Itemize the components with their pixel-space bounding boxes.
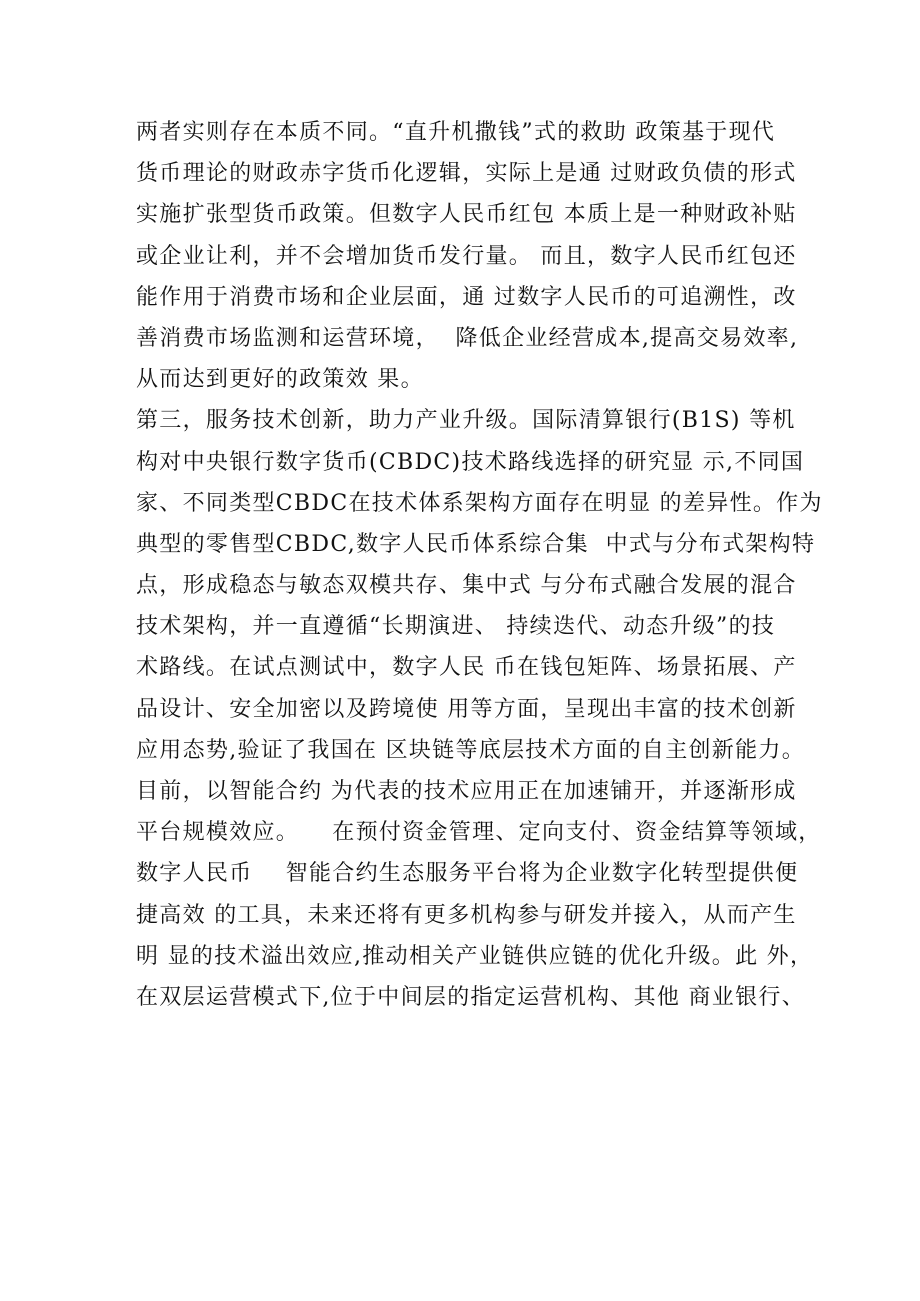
text-line: 家、不同类型CBDC在技术体系架构方面存在明显 的差异性。作为 bbox=[136, 490, 823, 516]
text-line: 典型的零售型CBDC,数字人民币体系综合集 中式与分布式架构特 bbox=[136, 531, 816, 557]
text-line: 数字人民币 智能合约生态服务平台将为企业数字化转型提供便 bbox=[136, 861, 799, 887]
text-line: 或企业让利，并不会增加货币发行量。 而且，数字人民币红包还 bbox=[136, 243, 797, 269]
text-line: 构对中央银行数字货币(CBDC)技术路线选择的研究显 示,不同国 bbox=[136, 449, 805, 475]
text-line: 第三，服务技术创新，助力产业升级。国际清算银行(B1S) 等机 bbox=[136, 408, 796, 434]
text-line: 品设计、安全加密以及跨境使 用等方面，呈现出丰富的技术创新 bbox=[136, 696, 797, 722]
text-line: 两者实则存在本质不同。“直升机撒钱”式的救助 政策基于现代 bbox=[136, 120, 776, 145]
text-line: 术路线。在试点测试中，数字人民 币在钱包矩阵、场景拓展、产 bbox=[136, 655, 797, 681]
text-line: 实施扩张型货币政策。但数字人民币红包 本质上是一种财政补贴 bbox=[136, 202, 797, 228]
text-line: 应用态势,验证了我国在 区块链等底层技术方面的自主创新能力。 bbox=[136, 737, 805, 763]
text-line: 明 显的技术溢出效应,推动相关产业链供应链的优化升级。此 外， bbox=[136, 943, 814, 969]
body-text bbox=[136, 112, 823, 1018]
text-line: 目前，以智能合约 为代表的技术应用正在加速铺开，并逐渐形成 bbox=[136, 779, 797, 804]
text-line: 点，形成稳态与敏态双模共存、集中式 与分布式融合发展的混合 bbox=[136, 573, 797, 599]
text-line: 捷高效 的工具，未来还将有更多机构参与研发并接入，从而产生 bbox=[136, 902, 797, 928]
text-line: 在双层运营模式下,位于中间层的指定运营机构、其他 商业银行、 bbox=[136, 984, 805, 1010]
text-line: 能作用于消费市场和企业层面，通 过数字人民币的可追溯性，改 bbox=[136, 284, 797, 310]
text-line: 技术架构，并一直遵循“长期演进、 持续迭代、动态升级”的技 bbox=[136, 614, 776, 640]
text-line: 货币理论的财政赤字货币化逻辑，实际上是通 过财政负债的形式 bbox=[136, 161, 797, 187]
text-line: 从而达到更好的政策效 果。 bbox=[136, 367, 424, 393]
text-line: 平台规模效应。 在预付资金管理、定向支付、资金结算等领域， bbox=[136, 820, 822, 846]
text-line: 善消费市场监测和运营环境， 降低企业经营成本,提高交易效率, bbox=[136, 325, 799, 351]
